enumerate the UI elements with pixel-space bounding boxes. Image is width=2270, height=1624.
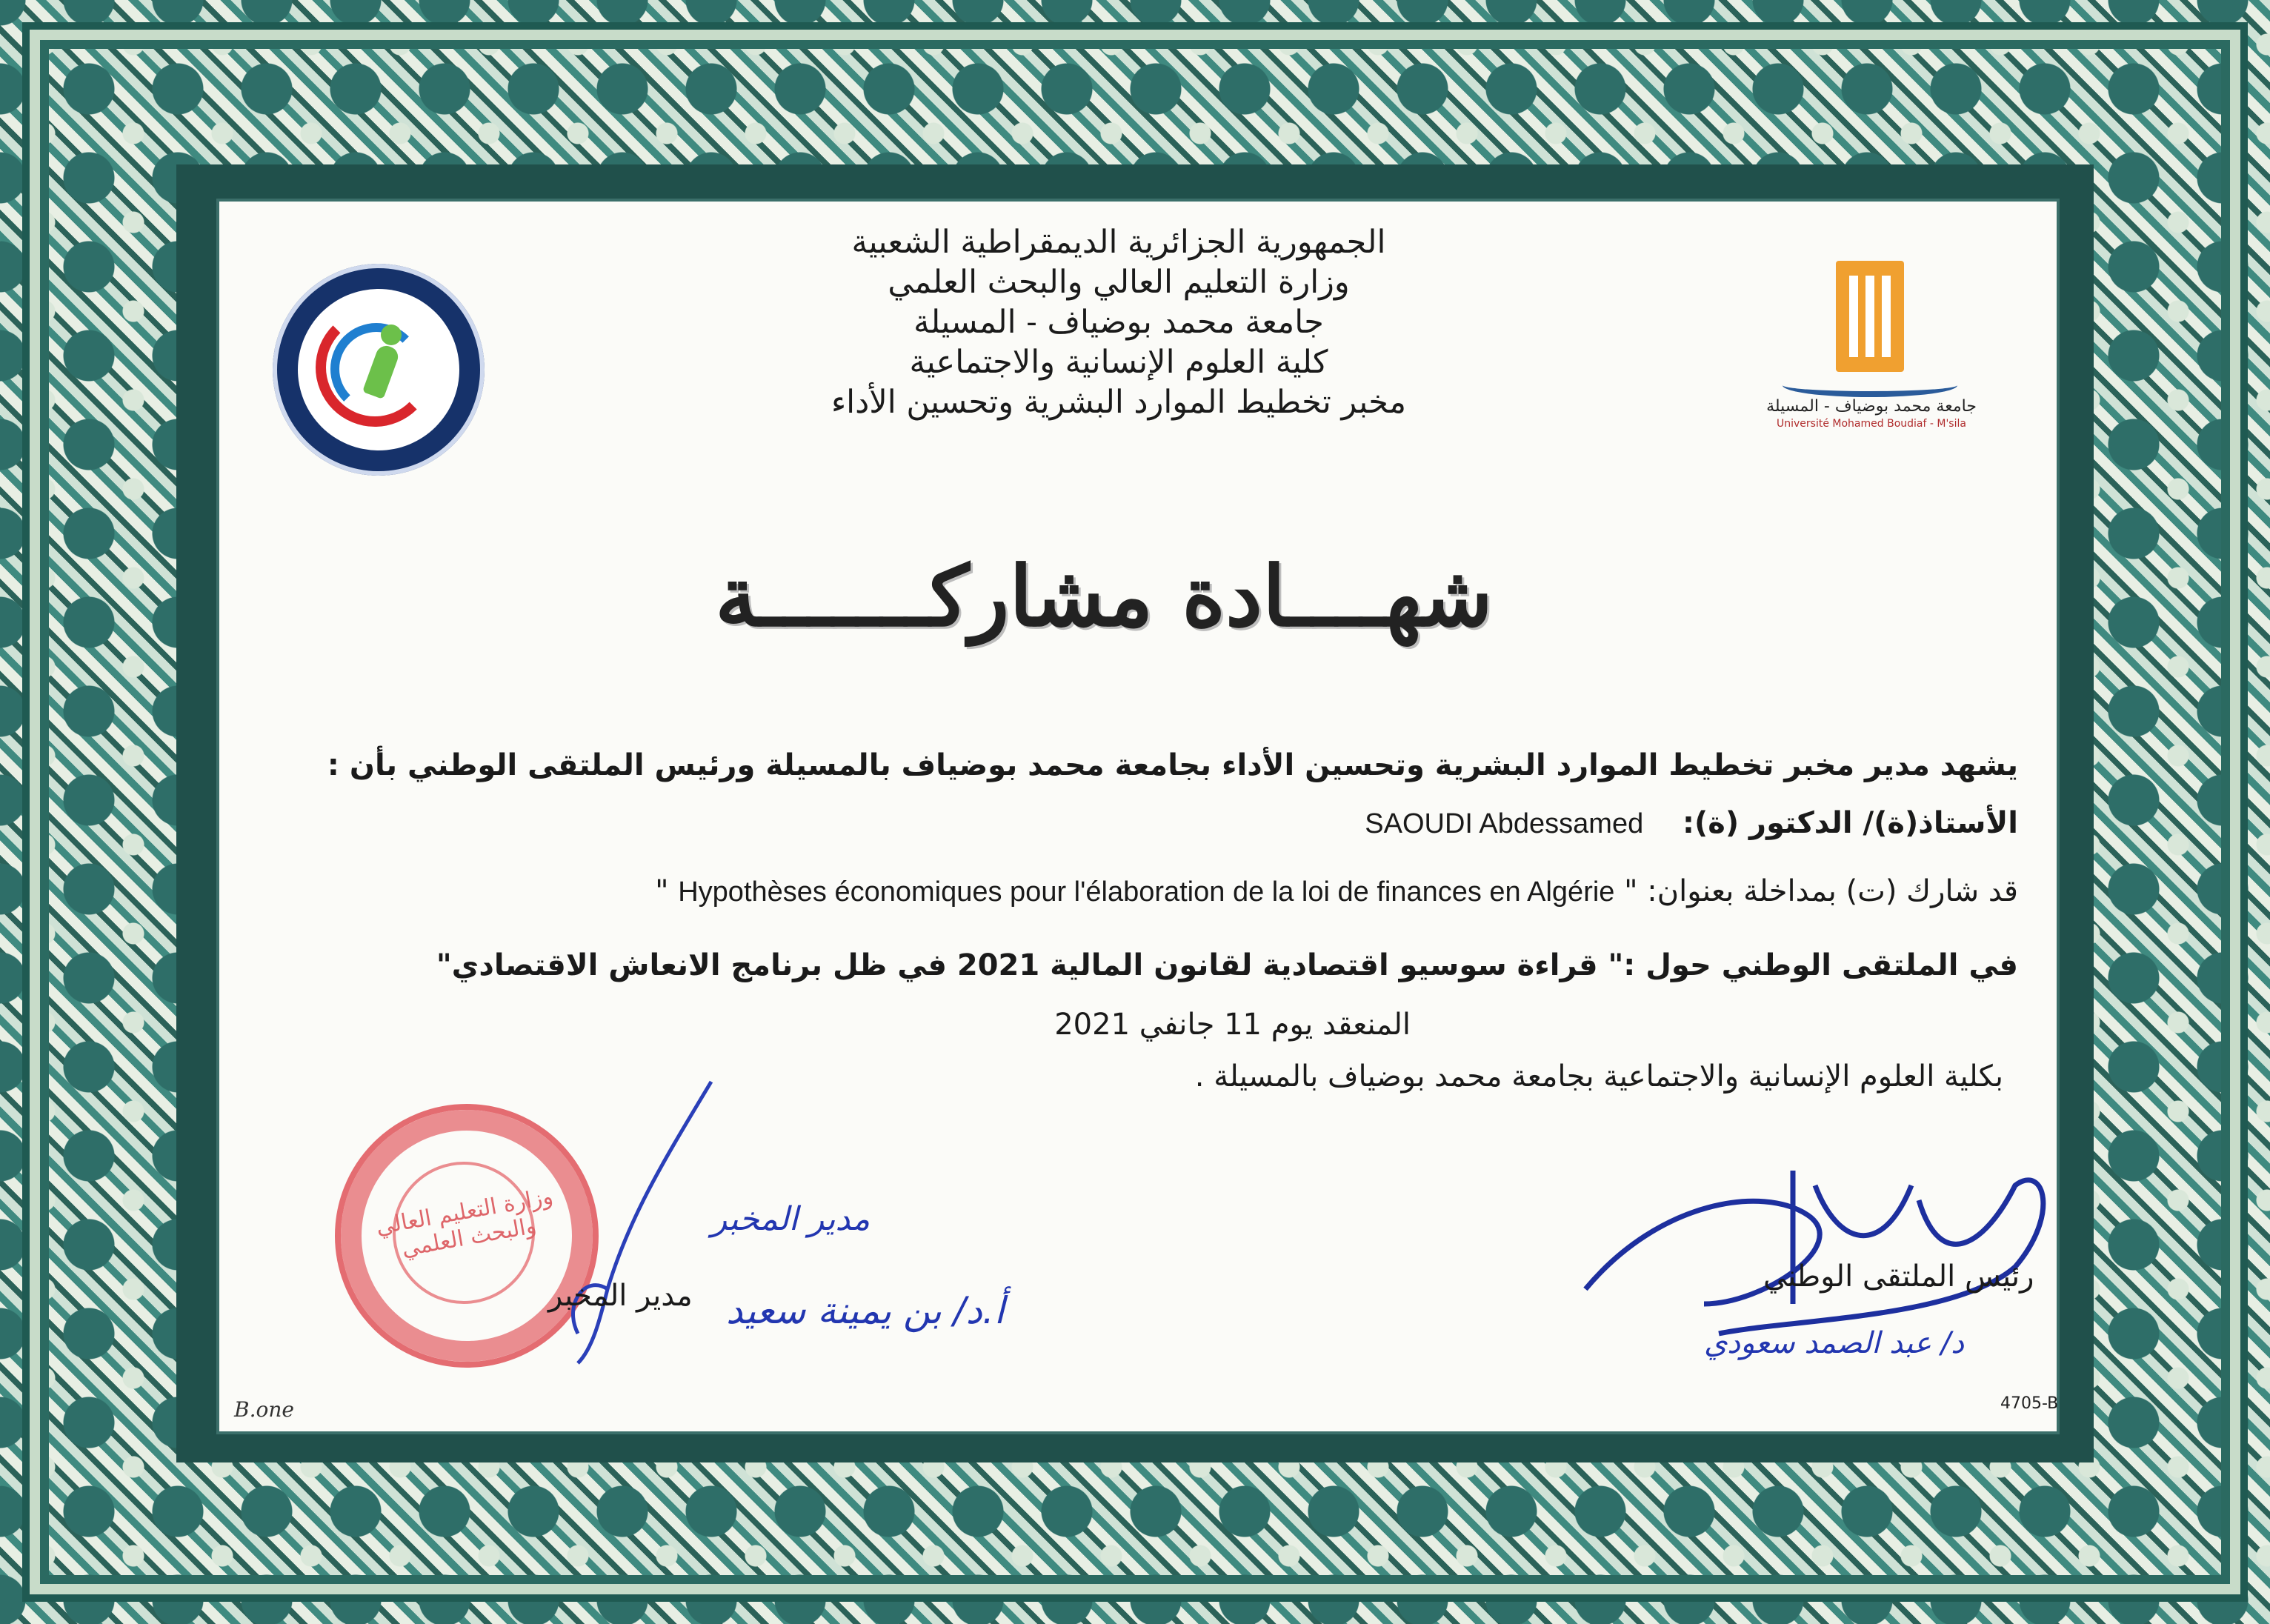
lab-director-stamp-title: مدير المخبر — [711, 1200, 871, 1238]
header-republic: الجمهورية الجزائرية الديمقراطية الشعبية — [851, 224, 1386, 261]
lab-director-label: مدير المخبر — [548, 1279, 693, 1313]
header-university: جامعة محمد بوضياف - المسيلة — [913, 304, 1324, 341]
body-conference-line: في الملتقى الوطني حول :" قراءة سوسيو اقتصادية لقانون المالية 2021 في ظل برنامج الانعاش الاقتصادي" — [436, 948, 2018, 982]
lab-logo — [273, 264, 485, 476]
paper-title: Hypothèses économiques pour l'élaboration de la loi de finances en Algérie — [678, 876, 1615, 908]
university-logo-caption: جامعة محمد بوضياف - المسيلة — [1766, 397, 1977, 416]
conference-president-label: رئيس الملتقى الوطني — [1763, 1259, 2034, 1294]
form-code: 4705-B — [2000, 1394, 2059, 1413]
body-intro: يشهد مدير مخبر تخطيط الموارد البشرية وتحسين الأداء بجامعة محمد بوضياف بالمسيلة ورئيس الملتقى الوطني بأن : — [327, 748, 2018, 782]
conference-president-name: د/ عبد الصمد سعودي — [1704, 1326, 1965, 1360]
body-participant-line — [1365, 806, 2018, 840]
paper-label: قد شارك (ت) بمداخلة بعنوان: " — [1624, 874, 2018, 908]
header-ministry: وزارة التعليم العالي والبحث العلمي — [888, 264, 1350, 301]
body-paper-line — [655, 874, 2018, 908]
university-logo-tower-icon — [1836, 261, 1904, 372]
certificate-title: شهــــادة مشاركـــــــة — [715, 548, 1493, 645]
university-logo-caption-latin: Université Mohamed Boudiaf - M'sila — [1777, 418, 1966, 430]
printer-mark: B.one — [234, 1397, 294, 1422]
official-stamp-text: وزارة التعليم العالي والبحث العلمي — [373, 1183, 556, 1262]
header-faculty: كلية العلوم الإنسانية والاجتماعية — [909, 344, 1328, 381]
lab-logo-figure-head — [381, 325, 402, 345]
paper-quote-end: " — [655, 874, 669, 908]
body-location-line: بكلية العلوم الإنسانية والاجتماعية بجامعة محمد بوضياف بالمسيلة . — [1194, 1059, 2003, 1094]
lab-director-stamp-name: أ.د/ بن يمينة سعيد — [726, 1289, 1005, 1332]
header-lab: مخبر تخطيط الموارد البشرية وتحسين الأداء — [831, 384, 1407, 421]
participant-name: SAOUDI Abdessamed — [1365, 808, 1644, 839]
lab-director-stamp — [704, 1200, 1089, 1341]
participant-label: الأستاذ(ة)/ الدكتور (ة): — [1682, 806, 2018, 840]
institution-header — [763, 222, 1474, 422]
university-logo — [1753, 249, 1990, 434]
university-logo-book-icon — [1783, 373, 1957, 397]
body-date-line: المنعقد يوم 11 جانفي 2021 — [1054, 1008, 1411, 1042]
